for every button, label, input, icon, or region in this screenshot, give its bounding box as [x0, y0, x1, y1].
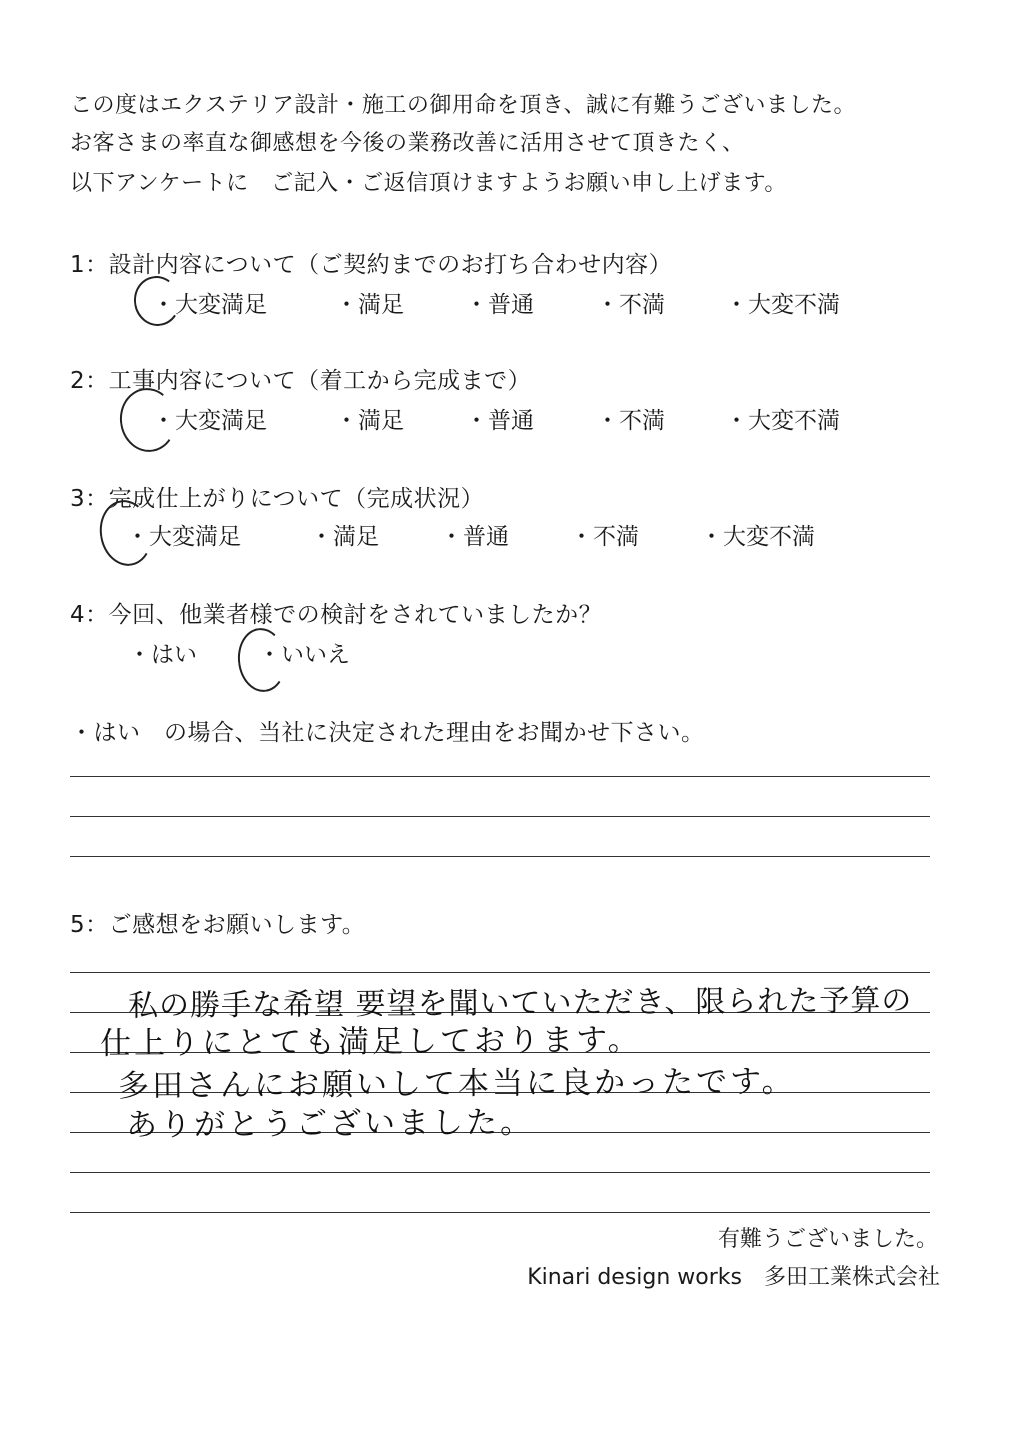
q3-option-very-satisfied[interactable]: ・大変満足 [126, 524, 241, 550]
reason-line-1[interactable] [70, 776, 930, 777]
q3-option-dissatisfied[interactable]: ・不満 [570, 524, 639, 550]
footer-company: Kinari design works 多田工業株式会社 [527, 1265, 940, 1290]
reason-line-3[interactable] [70, 856, 930, 857]
q1-option-normal[interactable]: ・普通 [465, 292, 534, 318]
comment-line-6[interactable] [70, 1172, 930, 1173]
reason-prompt: ・はい の場合、当社に決定された理由をお聞かせ下さい。 [70, 720, 705, 746]
handwritten-line-1: 私の勝手な希望 要望を聞いていただき、限られた予算の [127, 983, 913, 1024]
handwritten-line-4: ありがとうございました。 [125, 1104, 535, 1144]
q3-option-satisfied[interactable]: ・満足 [310, 524, 379, 550]
handwritten-line-2: 仕上りにとても満足しております。 [99, 1022, 642, 1062]
comment-line-1[interactable] [70, 972, 930, 973]
q1-option-dissatisfied[interactable]: ・不満 [596, 292, 665, 318]
question-2-label: 2：工事内容について（着工から完成まで） [70, 368, 532, 394]
q1-option-satisfied[interactable]: ・満足 [335, 292, 404, 318]
q2-option-very-satisfied[interactable]: ・大変満足 [152, 408, 267, 434]
question-4-label: 4：今回、他業者様での検討をされていましたか？ [70, 602, 603, 628]
q4-option-yes[interactable]: ・はい [128, 642, 197, 668]
q1-option-very-satisfied[interactable]: ・大変満足 [152, 292, 267, 318]
question-3-label: 3：完成仕上がりについて（完成状況） [70, 486, 485, 512]
question-1-label: 1：設計内容について（ご契約までのお打ち合わせ内容） [70, 252, 673, 278]
q3-option-very-dissatisfied[interactable]: ・大変不満 [700, 524, 815, 550]
q2-option-normal[interactable]: ・普通 [465, 408, 534, 434]
q3-option-normal[interactable]: ・普通 [440, 524, 509, 550]
q2-option-satisfied[interactable]: ・満足 [335, 408, 404, 434]
q2-option-very-dissatisfied[interactable]: ・大変不満 [725, 408, 840, 434]
q1-option-very-dissatisfied[interactable]: ・大変不満 [725, 292, 840, 318]
question-5-label: 5：ご感想をお願いします。 [70, 912, 366, 938]
intro-line-3: 以下アンケートに ご記入・ご返信頂けますようお願い申し上げます。 [70, 171, 787, 196]
q1-answer-circle [130, 272, 184, 329]
q2-answer-circle [116, 384, 180, 455]
footer-thanks: 有難うございました。 [717, 1227, 938, 1252]
intro-line-1: この度はエクステリア設計・施工の御用命を頂き、誠に有難うございました。 [70, 93, 856, 118]
q2-option-dissatisfied[interactable]: ・不満 [596, 408, 665, 434]
handwritten-line-3: 多田さんにお願いして本当に良かったです。 [117, 1063, 796, 1105]
reason-line-2[interactable] [70, 816, 930, 817]
q4-option-no[interactable]: ・いいえ [258, 642, 350, 668]
intro-line-2: お客さまの率直な御感想を今後の業務改善に活用させて頂きたく、 [70, 131, 745, 156]
comment-line-7[interactable] [70, 1212, 930, 1213]
